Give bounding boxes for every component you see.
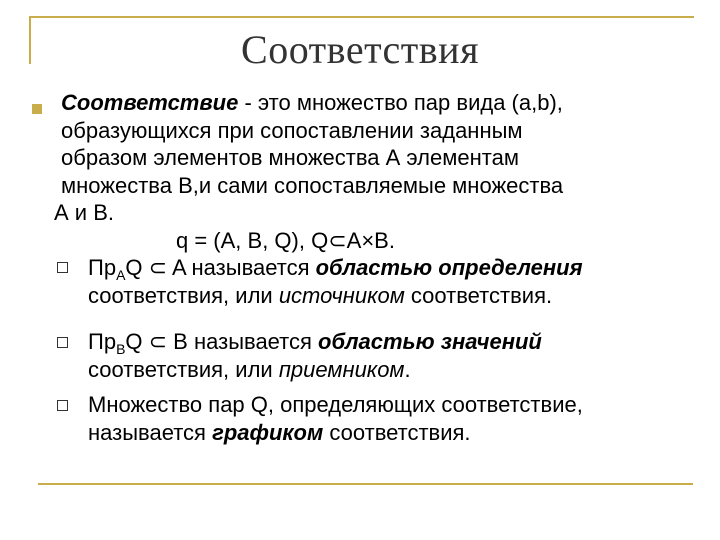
definition-line-1 [61,89,563,117]
hollow-square-bullet-icon [57,262,68,273]
item-2-line2-start: соответствия, или [88,357,279,382]
formula: q = (A, B, Q), Q⊂A×B. [176,228,395,253]
item-3-line-2 [88,419,471,447]
item-1-line-2 [88,282,552,310]
definition-line-4: множества В,и сами сопоставляемые множества [61,172,564,198]
definition-term: Соответствие [61,90,239,115]
square-bullet-icon [32,104,42,114]
definition-text-1: - это множество пар вида (a,b), [238,90,563,115]
item-1-subscript: A [116,267,126,283]
definition-paragraph [61,89,563,199]
definition-line-3: образом элементов множества А элементам [61,145,519,170]
frame-top-line [29,16,694,18]
item-2-line2-term: приемником [278,357,405,382]
item-2-relation: Q ⊂ B называется [125,329,319,354]
hollow-square-bullet-icon [57,400,68,411]
item-1-relation: Q ⊂ A называется [125,255,316,280]
item-2-term: областью значений [318,329,542,354]
item-2-subscript: B [116,341,126,357]
item-1-line2-end: соответствия. [404,283,553,308]
item-3-line2-end: соответствия. [323,420,471,445]
hollow-square-bullet-icon [57,337,68,348]
frame-bottom-line [38,483,693,485]
item-1-term: областью определения [315,255,583,280]
item-1-line2-term: источником [278,283,405,308]
item-2-line-2 [88,356,411,384]
item-3-line-1: Множество пар Q, определяющих соответствие, [88,392,583,417]
definition-line-2: образующихся при сопоставлении заданным [61,117,523,143]
item-2-line2-end: . [404,357,411,382]
item-3-line2-term: графиком [212,420,324,445]
item-1-lead: Пр [88,255,117,280]
item-1-line2-start: соответствия, или [88,283,279,308]
item-3-line2-start: называется [88,420,213,445]
slide-title: Соответствия [241,27,479,72]
definition-line-5: А и В. [54,200,114,225]
item-2-lead: Пр [88,329,117,354]
